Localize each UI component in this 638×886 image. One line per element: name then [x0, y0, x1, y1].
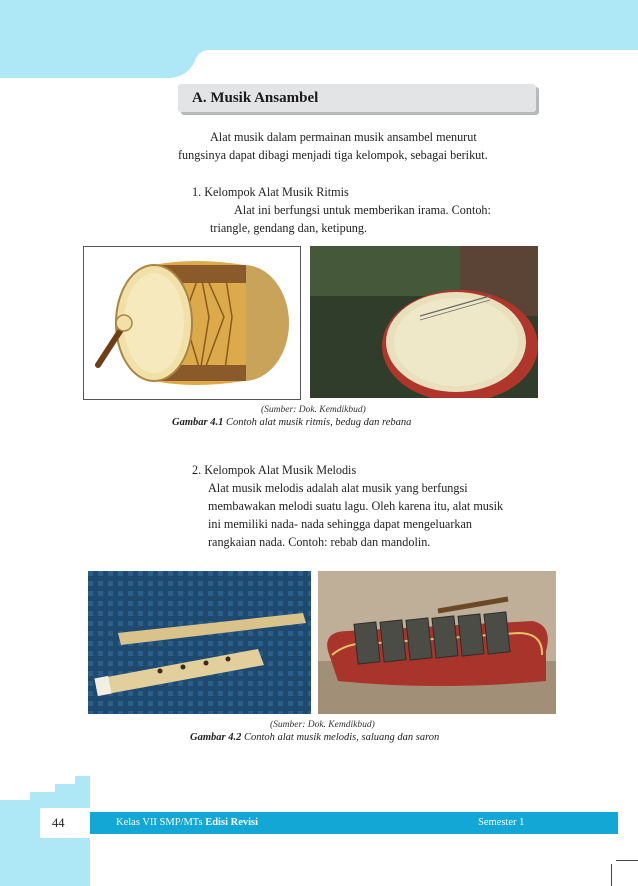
crop-mark: [616, 860, 638, 861]
crop-mark: [611, 864, 612, 886]
saron-image: [318, 571, 556, 714]
item2-line-1: Alat musik melodis adalah alat musik yang berfungsi: [208, 481, 468, 495]
footer-decoration: [30, 792, 90, 800]
item2-heading: 2. Kelompok Alat Musik Melodis: [192, 463, 357, 477]
book-edition: Edisi Revisi: [205, 817, 259, 828]
figure1-label: Gambar 4.1: [172, 417, 224, 428]
book-title: Kelas VII SMP/MTs: [116, 817, 203, 828]
item1-heading: 1. Kelompok Alat Musik Ritmis: [192, 185, 349, 199]
figure2-label: Gambar 4.2: [190, 732, 242, 743]
footer-decoration: [75, 776, 90, 784]
intro-line-2: fungsinya dapat dibagi menjadi tiga kelompok, sebagai berikut.: [178, 148, 488, 162]
rebana-image: [310, 246, 538, 398]
item1-line-1: Alat ini berfungsi untuk memberikan irama. Contoh:: [234, 203, 491, 217]
page-number: 44: [52, 816, 65, 830]
intro-line-1: Alat musik dalam permainan musik ansambel menurut: [210, 130, 477, 144]
header-shape: [0, 0, 638, 78]
item2-line-4: rangkaian nada. Contoh: rebab dan mandolin.: [208, 535, 431, 549]
header-banner: [0, 0, 638, 78]
figure1-caption-text: Contoh alat musik ritmis, bedug dan rebana: [225, 417, 412, 428]
figure1-caption: [172, 417, 411, 428]
figure2-source: (Sumber: Dok. Kemdikbud): [270, 720, 375, 730]
saluang-image: [88, 571, 311, 714]
item1-line-2: triangle, gendang dan, ketipung.: [210, 221, 368, 235]
item2-line-3: ini memiliki nada- nada sehingga dapat mengeluarkan: [208, 517, 472, 531]
figure1-source: (Sumber: Dok. Kemdikbud): [261, 405, 366, 415]
footer-semester: Semester 1: [478, 817, 525, 828]
bedug-image: [83, 246, 301, 400]
figure2-caption-text: Contoh alat musik melodis, saluang dan saron: [243, 732, 440, 743]
footer-decoration: [40, 808, 90, 838]
item2-line-2: membawakan melodi suatu lagu. Oleh karena itu, alat musik: [208, 499, 504, 513]
section-title: A. Musik Ansambel: [178, 84, 536, 112]
footer-decoration: [55, 784, 90, 792]
footer-book-title: [116, 812, 258, 834]
figure2-caption: [190, 732, 439, 743]
